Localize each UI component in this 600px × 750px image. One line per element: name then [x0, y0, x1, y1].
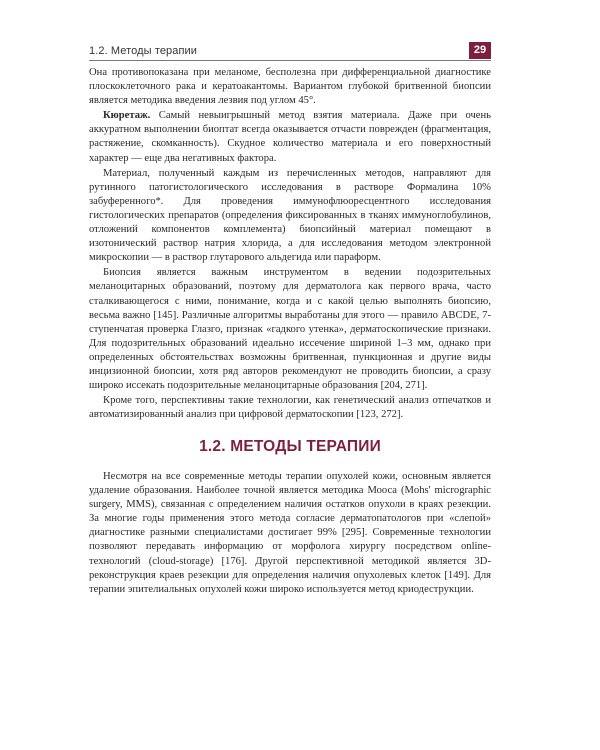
paragraph: Материал, полученный каждым из перечисленных методов, направляют для рутинного патогистологического исследования в растворе Формалина 10% забуференного*. Для проведения иммунофлюоресцентного исследования гистологических препаратов (определения фиксированных в тканях иммуноглобулинов, отложений компонентов комплемента) биопсийный материал помещают в изотонический раствор натрия хлорида, а для исследования методом электронной микроскопии — в раствор глутарового альдегида или параформ. — [89, 167, 491, 264]
section-body-text — [89, 470, 491, 597]
paragraph-text: Самый невыигрышный метод взятия материала. Даже при очень аккуратном выполнении биоптат всегда оказывается отчасти поврежден (фрагментация, растяжение, скомканность). Скудное количество материала и его поверхностный характер — еще два негативных фактора. — [89, 110, 491, 164]
paragraph: Она противопоказана при меланоме, бесполезна при дифференциальной диагностике плоскоклеточного рака и кератоакантомы. Вариантом глубокой бритвенной биопсии является методика введения лезвия под углом 45°. — [89, 67, 491, 107]
running-head-title: 1.2. Методы терапии — [89, 45, 198, 57]
paragraph-curettage — [89, 109, 491, 165]
paragraph: Несмотря на все современные методы терапии опухолей кожи, основным является удаление образования. Наиболее точной является методика Мооса (Mohs' micrographic surgery, MMS), связанная с определением наличия остатков опухоли в краях резекции. За многие годы применения этого метода согласие дерматопатологов при «слепой» диагностике разными специалистами достигает 99% [295]. Современные технологии позволяют передавать информацию от морфолога хирургу посредством online-технологий (cloud-storage) [176]. Другой перспективной методикой является 3D-реконструкция краев резекции для определения наличия опухолевых клеток [149]. Для терапии эпителиальных опухолей кожи широко используется метод криодеструкции. — [89, 471, 491, 595]
section-heading: 1.2. МЕТОДЫ ТЕРАПИИ — [199, 438, 381, 455]
page-number-badge: 29 — [469, 42, 491, 59]
paragraph: Биопсия является важным инструментом в ведении подозрительных меланоцитарных образований, поэтому для дерматолога как первого врача, часто сталкивающегося с ними, понимание, когда и с какой целью выполнять биопсию, весьма важно [145]. Различные алгоритмы выработаны для этого — правило ABCDE, 7-ступенчатая проверка Глазго, признак «гадкого утенка», дерматоскопические признаки. Для подозрительных образований идеально иссечение шириной 1–3 мм, однако при определенных обстоятельствах возможны бритвенная, пункционная и другие виды инцизионной биопсии, хотя ряд авторов рекомендуют не проводить биопсии, а сразу широко иссекать подозрительные меланоцитарные образования [204, 271]. — [89, 267, 491, 392]
body-text — [89, 66, 491, 422]
paragraph: Кроме того, перспективны такие технологии, как генетический анализ отпечатков и автоматизированный анализ при цифровой дерматоскопии [123, 272]. — [89, 395, 491, 421]
running-head — [89, 44, 491, 61]
term-curettage: Кюретаж. — [103, 110, 151, 122]
